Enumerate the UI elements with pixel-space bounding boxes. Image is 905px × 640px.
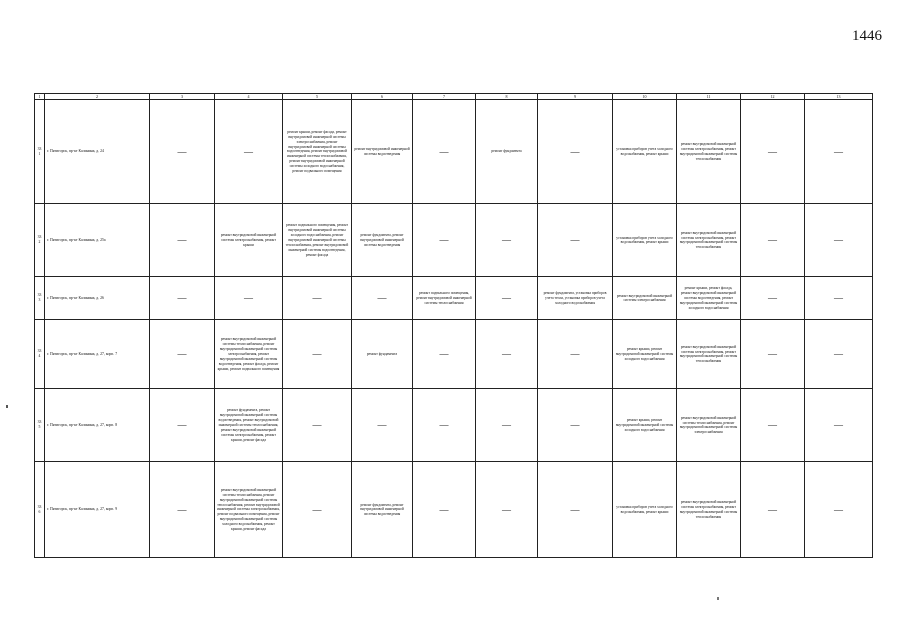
table-row xyxy=(35,100,873,204)
work-cell: — xyxy=(741,100,805,204)
work-cell: ремонт крыши, ремонт фасада, ремонт внутридомовой инженерной системы электроснабжения, ремонт внутридомовой инженерной системы водоотведения, ремонт внутридомовой инженерной системы теплоснабжения, ремонт внутридомовой инженерной системы холодного водоснабжения, ремонт подвального помещения xyxy=(283,100,352,204)
row-number: 331 xyxy=(35,100,45,204)
address-cell: г. Пятигорск, пр-кт Калинина, д. 27, корп. 8 xyxy=(45,389,150,462)
work-cell: — xyxy=(215,100,283,204)
page-number: 1446 xyxy=(852,28,882,44)
column-number: 2 xyxy=(45,94,150,100)
work-cell: ремонт подвального помещения, ремонт внутридомовой инженерной системы теплоснабжения xyxy=(413,277,476,320)
work-cell: ремонт фундамента, ремонт внутридомовой инженерной системы водоотведения xyxy=(352,462,413,558)
work-cell: — xyxy=(741,204,805,277)
work-cell: — xyxy=(476,389,538,462)
table-row xyxy=(35,277,873,320)
work-cell: ремонт крыши, ремонт внутридомовой инженерной системы холодного водоснабжения xyxy=(613,389,677,462)
work-cell: — xyxy=(352,277,413,320)
row-number: 333 xyxy=(35,277,45,320)
row-number: 335 xyxy=(35,389,45,462)
work-cell: — xyxy=(215,277,283,320)
address-cell: г. Пятигорск, пр-кт Калинина, д. 25а xyxy=(45,204,150,277)
work-cell: — xyxy=(538,204,613,277)
work-cell: — xyxy=(413,320,476,389)
work-cell: ремонт крыши, ремонт фасада, ремонт внутридомовой инженерной системы водоотведения, ремонт внутридомовой инженерной системы холодного водоснабжения xyxy=(677,277,741,320)
work-cell: — xyxy=(150,277,215,320)
work-cell: ремонт фундамента xyxy=(476,100,538,204)
column-number: 6 xyxy=(352,94,413,100)
work-cell: — xyxy=(476,204,538,277)
table-row xyxy=(35,204,873,277)
work-cell: ремонт внутридомовой инженерной системы водоотведения xyxy=(352,100,413,204)
address-cell: г. Пятигорск, пр-кт Калинина, д. 26 xyxy=(45,277,150,320)
column-number: 8 xyxy=(476,94,538,100)
work-cell: — xyxy=(413,100,476,204)
work-cell: — xyxy=(741,320,805,389)
work-cell: — xyxy=(283,462,352,558)
row-number: 334 xyxy=(35,320,45,389)
table-row xyxy=(35,462,873,558)
column-number: 9 xyxy=(538,94,613,100)
work-cell: — xyxy=(538,100,613,204)
address-cell: г. Пятигорск, пр-кт Калинина, д. 24 xyxy=(45,100,150,204)
work-cell: — xyxy=(476,462,538,558)
work-cell: ремонт крыши, ремонт внутридомовой инженерной системы холодного водоснабжения xyxy=(613,320,677,389)
work-cell: установка приборов учета холодного водоснабжения, ремонт крыши xyxy=(613,204,677,277)
work-cell: ремонт фундамента, установка приборов учета тепла, установка приборов учета холодного водоснабжения xyxy=(538,277,613,320)
work-cell: ремонт внутридомовой инженерной системы теплоснабжения, ремонт внутридомовой инженерной системы электроснабжения, ремонт внутридомовой инженерной системы водоотведения, ремонт фасада, ремонт крыши, ремонт подвального помещения xyxy=(215,320,283,389)
work-cell: ремонт внутридомовой инженерной системы электроснабжения, ремонт крыши xyxy=(215,204,283,277)
work-cell: — xyxy=(413,389,476,462)
work-cell: — xyxy=(538,320,613,389)
work-cell: установка приборов учета холодного водоснабжения, ремонт крыши xyxy=(613,462,677,558)
work-cell: ремонт внутридомовой инженерной системы электроснабжения xyxy=(613,277,677,320)
work-cell: ремонт фундамента, ремонт внутридомовой инженерной системы водоотведения xyxy=(352,204,413,277)
work-cell: — xyxy=(283,389,352,462)
column-number: 1 xyxy=(35,94,45,100)
work-cell: ремонт внутридомовой инженерной системы электроснабжения, ремонт внутридомовой инженерной системы теплоснабжения xyxy=(677,100,741,204)
work-cell: — xyxy=(150,204,215,277)
work-cell: ремонт внутридомовой инженерной системы электроснабжения, ремонт внутридомовой инженерной системы теплоснабжения xyxy=(677,204,741,277)
work-cell: — xyxy=(476,320,538,389)
work-cell: ремонт внутридомовой инженерной системы электроснабжения, ремонт внутридомовой инженерной системы теплоснабжения xyxy=(677,462,741,558)
work-cell: — xyxy=(283,277,352,320)
work-cell: — xyxy=(805,277,873,320)
work-cell: ремонт внутридомовой инженерной системы теплоснабжения, ремонт внутридомовой инженерной системы теплоснабжения, ремонт внутридомовой инженерной системы электроснабжения, ремонт подвального помещения, ремонт внутридомовой инженерной системы холодного водоснабжения, ремонт крыши, ремонт фасада xyxy=(215,462,283,558)
work-cell: ремонт подвального помещения, ремонт внутридомовой инженерной системы холодного водоснабжения, ремонт внутридомовой инженерной системы теплоснабжения, ремонт внутридомовой инженерной системы водоотведения, ремонт фасада xyxy=(283,204,352,277)
row-number: 332 xyxy=(35,204,45,277)
scan-mark xyxy=(6,405,8,408)
work-cell: ремонт фундамента xyxy=(352,320,413,389)
work-cell: — xyxy=(413,462,476,558)
column-number: 13 xyxy=(805,94,873,100)
column-number: 12 xyxy=(741,94,805,100)
work-cell: — xyxy=(413,204,476,277)
column-number: 3 xyxy=(150,94,215,100)
work-cell: — xyxy=(352,389,413,462)
work-cell: — xyxy=(283,320,352,389)
row-number: 336 xyxy=(35,462,45,558)
work-cell: — xyxy=(805,204,873,277)
address-cell: г. Пятигорск, пр-кт Калинина, д. 27, корп. 9 xyxy=(45,462,150,558)
work-cell: — xyxy=(150,462,215,558)
repair-schedule-table xyxy=(34,93,873,558)
work-cell: — xyxy=(150,320,215,389)
work-cell: установка приборов учета холодного водоснабжения, ремонт крыши xyxy=(613,100,677,204)
work-cell: — xyxy=(741,389,805,462)
work-cell: — xyxy=(805,389,873,462)
work-cell: — xyxy=(538,389,613,462)
work-cell: ремонт внутридомовой инженерной системы теплоснабжения, ремонт внутридомовой инженерной системы электроснабжения xyxy=(677,389,741,462)
table-row xyxy=(35,389,873,462)
address-cell: г. Пятигорск, пр-кт Калинина, д. 27, корп. 7 xyxy=(45,320,150,389)
work-cell: ремонт внутридомовой инженерной системы электроснабжения, ремонт внутридомовой инженерной системы теплоснабжения xyxy=(677,320,741,389)
work-cell: — xyxy=(805,100,873,204)
column-number: 5 xyxy=(283,94,352,100)
work-cell: — xyxy=(150,100,215,204)
column-number: 7 xyxy=(413,94,476,100)
work-cell: — xyxy=(538,462,613,558)
work-cell: — xyxy=(741,277,805,320)
work-cell: ремонт фундамента, ремонт внутридомовой инженерной системы водоотведения, ремонт внутридомовой инженерной системы теплоснабжения, ремонт внутридомовой инженерной системы электроснабжения, ремонт крыши, ремонт фасада xyxy=(215,389,283,462)
scan-mark xyxy=(717,597,719,600)
work-cell: — xyxy=(805,320,873,389)
work-cell: — xyxy=(476,277,538,320)
column-number: 11 xyxy=(677,94,741,100)
work-cell: — xyxy=(805,462,873,558)
column-number: 10 xyxy=(613,94,677,100)
work-cell: — xyxy=(150,389,215,462)
work-cell: — xyxy=(741,462,805,558)
column-number: 4 xyxy=(215,94,283,100)
table-row xyxy=(35,320,873,389)
